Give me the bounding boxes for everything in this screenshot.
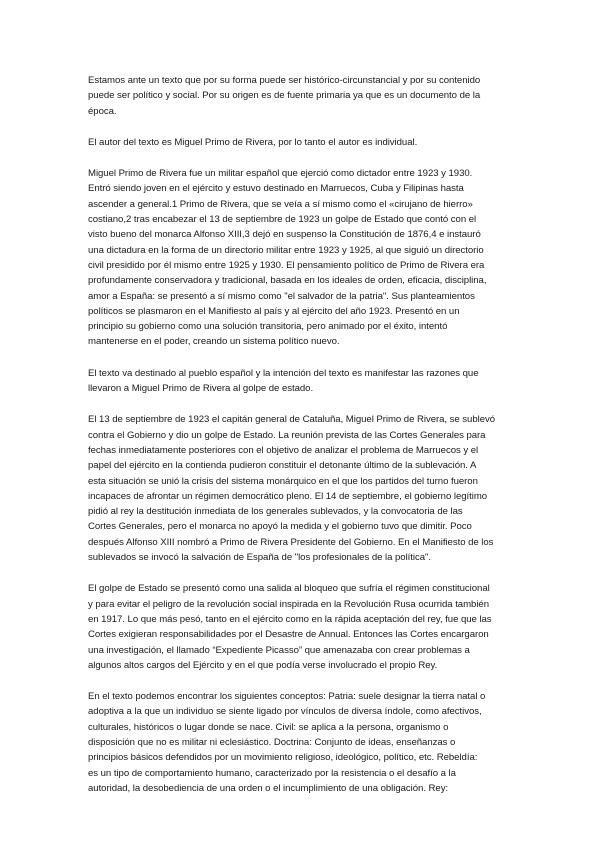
text-line: autoridad, la desobediencia de una orden o el incumplimiento de una obligación. Rey: <box>88 782 449 794</box>
text-line: esta situación se unió la crisis del sistema monárquico en el que los partidos del turno fueron <box>88 475 478 487</box>
text-line: amor a España: se presentó a sí mismo como "el salvador de la patria". Sus planteamientos <box>88 290 475 302</box>
paragraph-coup <box>88 412 523 565</box>
text-line: una investigación, el llamado “Expediente Picasso” que amenazaba con crear problemas a <box>88 644 470 656</box>
text-line: pidió al rey la destitución inmediata de los generales sublevados, y la convocatoria de las <box>88 506 463 518</box>
text-line: contra el Gobierno y dio un golpe de Estado. La reunión prevista de las Cortes Generales para <box>88 429 486 441</box>
text-line: incapaces de afrontar un régimen democrático pleno. El 14 de septiembre, el gobierno legítimo <box>88 490 488 502</box>
text-line: en 1917. Lo que más pesó, tanto en el ejército como en la rápida aceptación del rey, fue que las <box>88 613 492 625</box>
text-line: Cortes Generales, pero el monarca no apoyó la medida y el gobierno tuvo que dimitir. Poco <box>88 521 472 533</box>
text-line: civil presidido por él mismo entre 1925 y 1930. El pensamiento político de Primo de Rivera era <box>88 259 485 271</box>
text-line: ascender a general.1 Primo de Rivera, que se veía a sí mismo como el «cirujano de hierro» <box>88 198 473 210</box>
paragraph-audience <box>88 366 523 397</box>
text-line: adoptiva a la que un individuo se siente ligado por vínculos de diversa índole, como afectivos, <box>88 706 482 718</box>
text-line: sublevados se invocó la salvación de España de "los profesionales de la política". <box>88 552 431 564</box>
text-line: puede ser político y social. Por su origen es de fuente primaria ya que es un documento de la <box>88 90 481 102</box>
text-line: después Alfonso XIII nombró a Primo de Rivera Presidente del Gobierno. En el Manifiesto de los <box>88 536 494 548</box>
text-line: profundamente conservadora y tradicional, basada en los ideales de orden, eficacia, disciplina, <box>88 275 487 287</box>
text-line: es un tipo de comportamiento humano, caracterizado por la resistencia o el desafío a la <box>88 767 456 779</box>
text-line: Estamos ante un texto que por su forma puede ser histórico-circunstancial y por su contenido <box>88 75 481 86</box>
paragraph-author <box>88 135 523 150</box>
text-line: fechas inmediatamente posteriores con el objetivo de analizar el problema de Marruecos y el <box>88 444 479 456</box>
text-line: época. <box>88 105 117 117</box>
paragraph-biography <box>88 166 523 350</box>
text-line: una dictadura en la forma de un directorio militar entre 1923 y 1925, al que siguió un directorio <box>88 244 484 256</box>
text-line: algunos altos cargos del Ejército y en el que podía verse involucrado el propio Rey. <box>88 659 438 671</box>
text-line: Miguel Primo de Rivera fue un militar español que ejerció como dictador entre 1923 y 1930. <box>88 168 473 180</box>
paragraph-concepts <box>88 689 523 796</box>
text-line: papel del ejército en la contienda pudieron constituir el detonante último de la sublevación. A <box>88 460 477 472</box>
text-line: Entró siendo joven en el ejército y estuvo destinado en Marruecos, Cuba y Filipinas hasta <box>88 183 464 195</box>
text-line: políticos se plasmaron en el Manifiesto al país y al ejército del año 1923. Presentó en un <box>88 305 460 317</box>
text-line: El golpe de Estado se presentó como una salida al bloqueo que sufría el régimen constitucional <box>88 583 490 595</box>
paragraph-intro <box>88 73 523 119</box>
text-line: culturales, históricos o lugar donde se nace. Civil: se aplica a la persona, organismo o <box>88 721 449 733</box>
text-line: El texto va destinado al pueblo español y la intención del texto es manifestar las razones que <box>88 367 479 379</box>
text-line: El 13 de septiembre de 1923 el capitán general de Cataluña, Miguel Primo de Rivera, se sublevó <box>88 414 496 426</box>
text-line: visto bueno del monarca Alfonso XIII,3 dejó en suspenso la Constitución de 1876,4 e instauró <box>88 229 481 241</box>
text-line: El autor del texto es Miguel Primo de Rivera, por lo tanto el autor es individual. <box>88 136 418 148</box>
text-line: disposición que no es militar ni eclesiástico. Doctrina: Conjunto de ideas, enseñanzas o <box>88 736 456 748</box>
text-line: costiano,2 tras encabezar el 13 de septiembre de 1923 un golpe de Estado que contó con el <box>88 214 477 226</box>
text-line: y para evitar el peligro de la revolución social inspirada en la Revolución Rusa ocurrida también <box>88 598 489 610</box>
text-line: mantenerse en el poder, creando un sistema político nuevo. <box>88 336 340 348</box>
text-line: principios básicos defendidos por un movimiento religioso, ideológico, político, etc. Rebeldía: <box>88 752 478 764</box>
document-body <box>88 73 523 812</box>
paragraph-causes <box>88 581 523 673</box>
text-line: llevaron a Miguel Primo de Rivera al golpe de estado. <box>88 383 314 395</box>
text-line: principio su gobierno como una solución transitoria, pero animado por el éxito, intentó <box>88 321 448 333</box>
text-line: En el texto podemos encontrar los siguientes conceptos: Patria: suele designar la tierra natal o <box>88 691 486 703</box>
text-line: Cortes exigieran responsabilidades por el Desastre de Annual. Entonces las Cortes encargaron <box>88 629 489 641</box>
